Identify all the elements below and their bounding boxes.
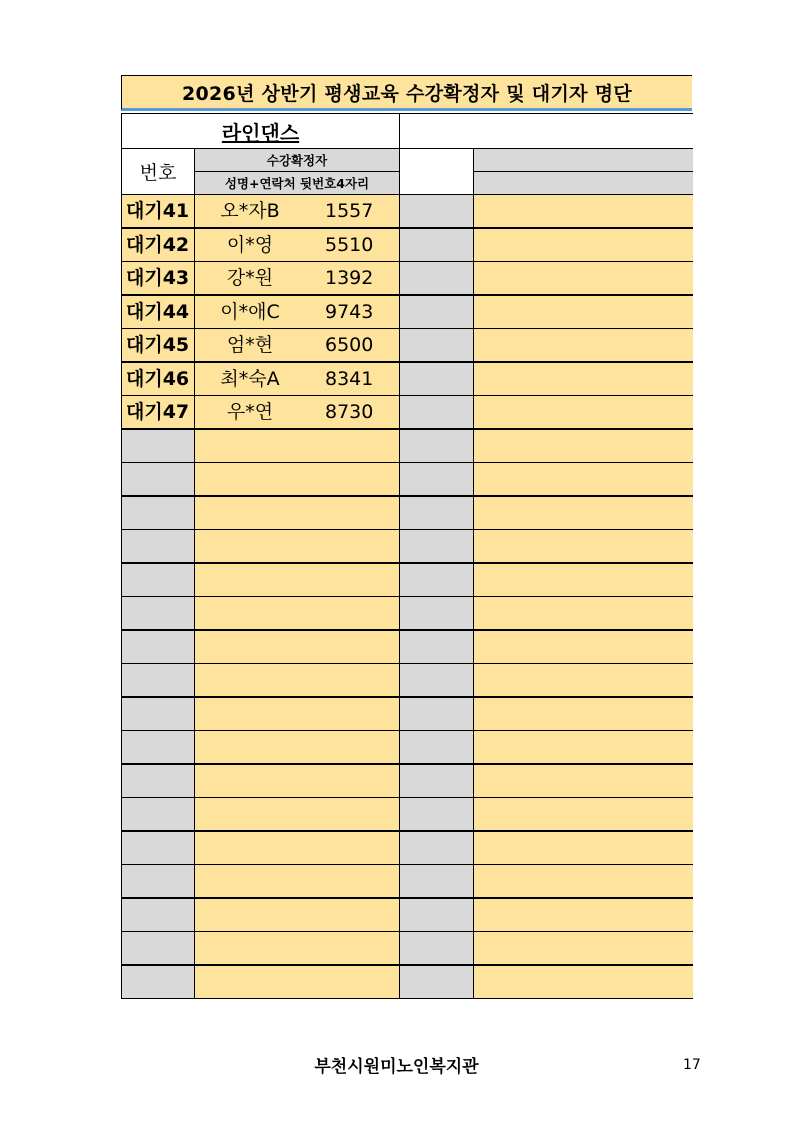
table-row — [121, 529, 693, 563]
cell-number — [121, 429, 195, 463]
cell-number — [121, 596, 195, 630]
cell-number — [121, 898, 195, 932]
table-row — [121, 797, 693, 831]
cell-name-phone — [194, 395, 400, 429]
cell-name-phone — [194, 965, 400, 999]
cell-blank-number — [399, 228, 474, 262]
person-name — [215, 631, 285, 663]
phone-last4: 8730 — [325, 401, 374, 423]
person-name — [215, 798, 285, 830]
cell-blank-number — [399, 362, 474, 396]
cell-name-phone — [194, 630, 400, 664]
waitlist-number: 대기45 — [126, 334, 190, 356]
cell-name-phone — [194, 931, 400, 965]
cell-blank-name — [473, 496, 693, 530]
cell-number — [121, 261, 195, 295]
cell-blank-number — [399, 429, 474, 463]
waitlist-number: 대기46 — [126, 367, 190, 390]
cell-blank-number — [399, 630, 474, 664]
header-blank-col — [399, 148, 474, 195]
phone-last4: 9743 — [325, 300, 374, 323]
table-row — [121, 362, 693, 396]
waitlist-number: 대기44 — [126, 300, 190, 323]
cell-number — [121, 228, 195, 262]
table-row — [121, 228, 693, 262]
phone-last4: 5510 — [325, 233, 374, 256]
table-row — [121, 194, 693, 228]
cell-blank-number — [399, 965, 474, 999]
cell-blank-name — [473, 864, 693, 898]
cell-blank-name — [473, 295, 693, 329]
person-name — [215, 597, 285, 629]
person-name — [215, 497, 285, 529]
person-name: 오*자B — [220, 200, 280, 222]
cell-number — [121, 328, 195, 362]
cell-blank-name — [473, 529, 693, 563]
phone-last4: 6500 — [325, 334, 374, 356]
person-name — [215, 731, 285, 763]
person-name: 최*숙A — [220, 367, 280, 390]
table-row — [121, 730, 693, 764]
cell-blank-name — [473, 831, 693, 865]
cell-name-phone — [194, 797, 400, 831]
phone-last4: 8341 — [325, 367, 374, 390]
cell-blank-number — [399, 295, 474, 329]
cell-name-phone — [194, 663, 400, 697]
person-name — [215, 530, 285, 562]
cell-blank-number — [399, 596, 474, 630]
cell-blank-number — [399, 797, 474, 831]
cell-blank-name — [473, 596, 693, 630]
table-row — [121, 261, 693, 295]
header-number: 번호 — [121, 148, 195, 195]
table-row — [121, 831, 693, 865]
cell-blank-name — [473, 563, 693, 597]
cell-name-phone — [194, 596, 400, 630]
cell-name-phone — [194, 462, 400, 496]
person-name — [215, 966, 285, 998]
table-row — [121, 965, 693, 999]
person-name — [215, 463, 285, 495]
cell-blank-name — [473, 362, 693, 396]
header-right-top — [473, 148, 693, 172]
person-name — [215, 698, 285, 730]
class-name: 라인댄스 — [121, 113, 400, 149]
cell-name-phone — [194, 563, 400, 597]
person-name: 이*애C — [220, 300, 280, 323]
person-name: 우*연 — [226, 401, 274, 423]
table-row — [121, 328, 693, 362]
person-name — [215, 865, 285, 897]
table-row — [121, 764, 693, 798]
header-confirmed: 수강확정자 — [194, 148, 400, 172]
cell-blank-name — [473, 663, 693, 697]
cell-blank-number — [399, 764, 474, 798]
cell-number — [121, 496, 195, 530]
table-row — [121, 295, 693, 329]
cell-number — [121, 697, 195, 731]
table-row — [121, 462, 693, 496]
cell-blank-name — [473, 228, 693, 262]
cell-blank-number — [399, 194, 474, 228]
cell-blank-number — [399, 864, 474, 898]
cell-blank-number — [399, 898, 474, 932]
cell-blank-name — [473, 395, 693, 429]
cell-blank-name — [473, 630, 693, 664]
cell-blank-number — [399, 831, 474, 865]
cell-name-phone — [194, 730, 400, 764]
person-name — [215, 664, 285, 696]
class-name-right-blank — [399, 113, 693, 149]
person-name: 강*원 — [226, 267, 274, 289]
cell-blank-name — [473, 194, 693, 228]
cell-name-phone — [194, 864, 400, 898]
cell-name-phone — [194, 764, 400, 798]
footer-organization: 부천시원미노인복지관 — [314, 1057, 479, 1077]
cell-blank-name — [473, 328, 693, 362]
cell-name-phone — [194, 194, 400, 228]
cell-name-phone — [194, 898, 400, 932]
cell-blank-number — [399, 328, 474, 362]
person-name — [215, 832, 285, 864]
cell-name-phone — [194, 261, 400, 295]
cell-number — [121, 194, 195, 228]
cell-blank-name — [473, 261, 693, 295]
person-name — [215, 932, 285, 964]
cell-blank-number — [399, 261, 474, 295]
cell-blank-name — [473, 931, 693, 965]
cell-number — [121, 730, 195, 764]
cell-blank-number — [399, 496, 474, 530]
cell-blank-name — [473, 898, 693, 932]
cell-blank-number — [399, 462, 474, 496]
cell-number — [121, 630, 195, 664]
cell-number — [121, 864, 195, 898]
table-row — [121, 395, 693, 429]
cell-blank-number — [399, 563, 474, 597]
cell-blank-number — [399, 931, 474, 965]
cell-blank-name — [473, 764, 693, 798]
cell-blank-number — [399, 663, 474, 697]
cell-number — [121, 362, 195, 396]
person-name: 이*영 — [226, 233, 274, 256]
cell-blank-name — [473, 965, 693, 999]
cell-number — [121, 931, 195, 965]
cell-number — [121, 563, 195, 597]
cell-name-phone — [194, 697, 400, 731]
table-row — [121, 563, 693, 597]
person-name — [215, 564, 285, 596]
person-name: 엄*현 — [226, 334, 274, 356]
waitlist-number: 대기42 — [126, 233, 190, 256]
cell-name-phone — [194, 529, 400, 563]
cell-name-phone — [194, 362, 400, 396]
cell-number — [121, 295, 195, 329]
header-right-bottom — [473, 171, 693, 195]
cell-blank-name — [473, 797, 693, 831]
waitlist-number: 대기41 — [126, 200, 190, 222]
cell-name-phone — [194, 328, 400, 362]
page-number: 17 — [683, 1057, 701, 1073]
table-row — [121, 496, 693, 530]
cell-number — [121, 797, 195, 831]
table-row — [121, 596, 693, 630]
cell-blank-name — [473, 462, 693, 496]
cell-blank-name — [473, 429, 693, 463]
cell-blank-number — [399, 730, 474, 764]
cell-number — [121, 764, 195, 798]
waitlist-number: 대기43 — [126, 267, 190, 289]
waitlist-number: 대기47 — [126, 401, 190, 423]
cell-name-phone — [194, 295, 400, 329]
table-row — [121, 898, 693, 932]
person-name — [215, 765, 285, 797]
phone-last4: 1557 — [325, 200, 374, 222]
cell-blank-name — [473, 730, 693, 764]
table-row — [121, 697, 693, 731]
cell-number — [121, 663, 195, 697]
cell-number — [121, 395, 195, 429]
cell-number — [121, 831, 195, 865]
header-name-phone: 성명+연락처 뒷번호4자리 — [194, 171, 400, 195]
phone-last4: 1392 — [325, 267, 374, 289]
cell-blank-name — [473, 697, 693, 731]
person-name — [215, 430, 285, 462]
cell-number — [121, 462, 195, 496]
table-row — [121, 864, 693, 898]
cell-number — [121, 965, 195, 999]
document-title: 2026년 상반기 평생교육 수강확정자 및 대기자 명단 — [121, 75, 692, 111]
cell-name-phone — [194, 496, 400, 530]
table-row — [121, 931, 693, 965]
cell-name-phone — [194, 429, 400, 463]
cell-blank-number — [399, 529, 474, 563]
cell-blank-number — [399, 395, 474, 429]
cell-name-phone — [194, 831, 400, 865]
cell-number — [121, 529, 195, 563]
table-row — [121, 663, 693, 697]
table-row — [121, 429, 693, 463]
person-name — [215, 899, 285, 931]
cell-blank-number — [399, 697, 474, 731]
table-row — [121, 630, 693, 664]
cell-name-phone — [194, 228, 400, 262]
